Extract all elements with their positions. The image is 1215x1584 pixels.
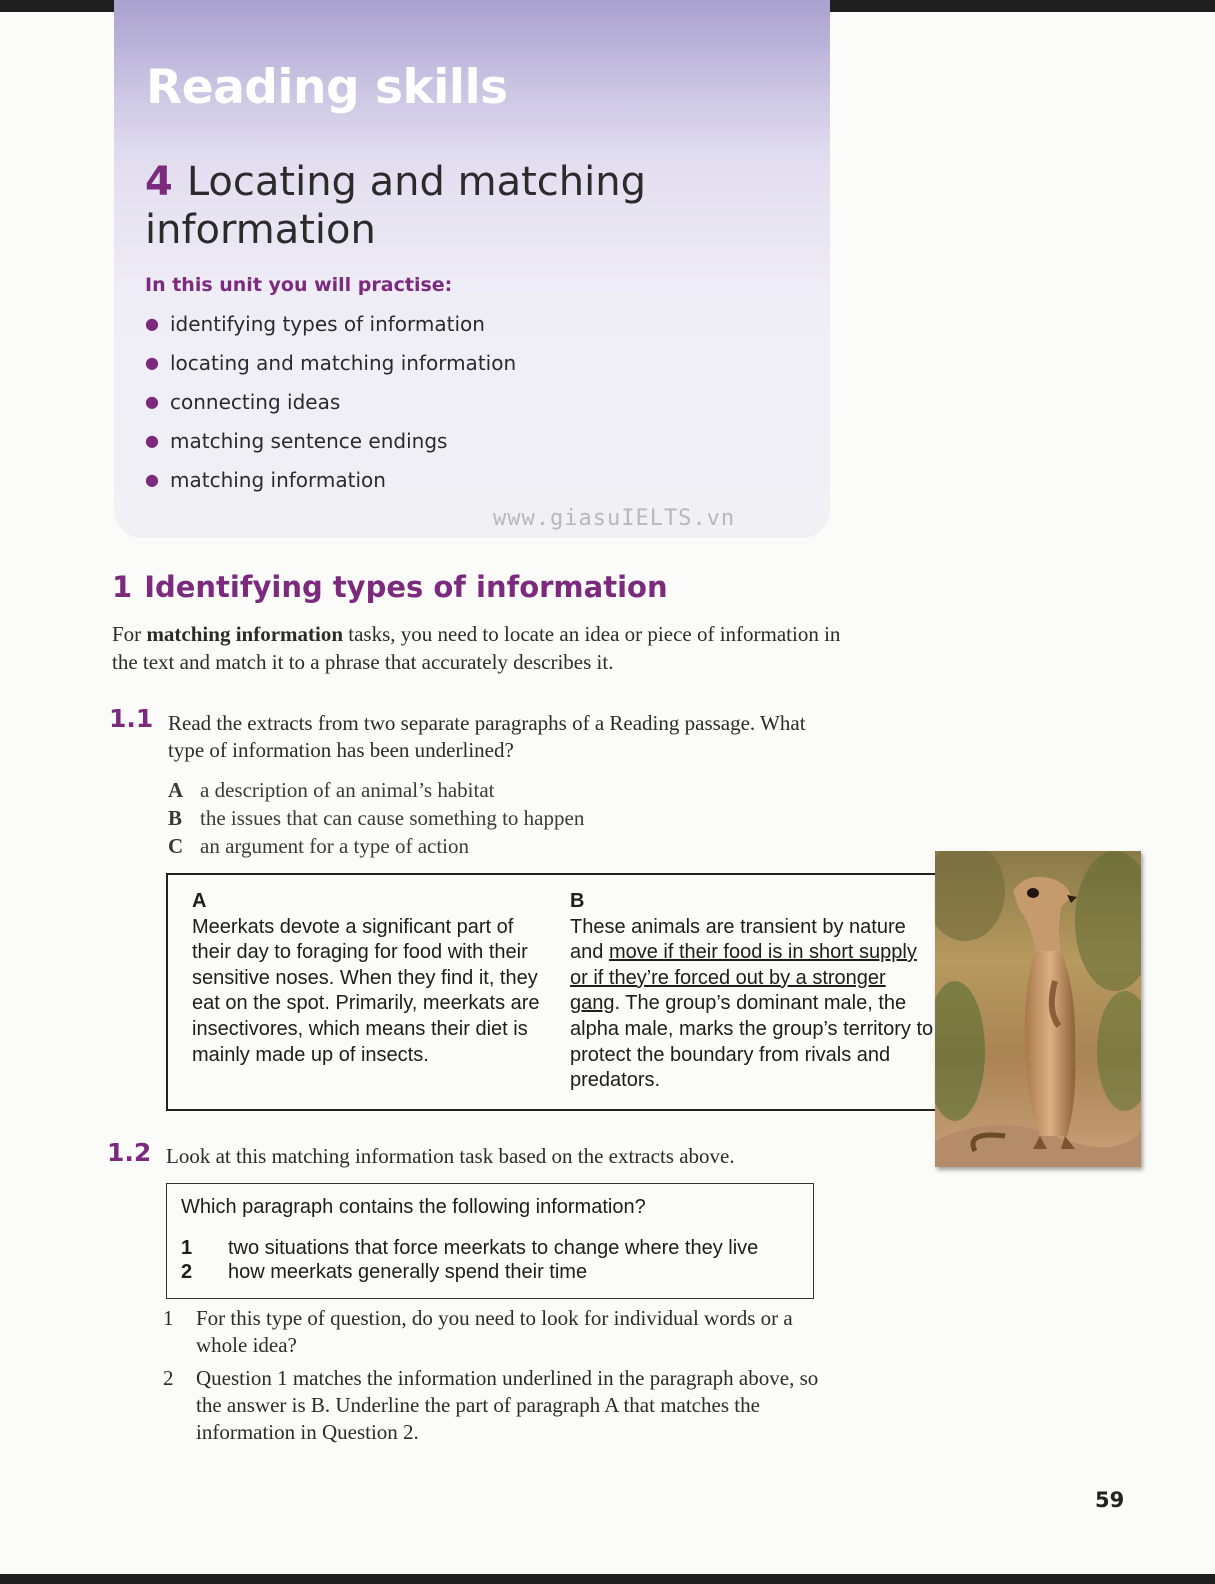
- section-heading: [112, 570, 668, 604]
- watermark: www.giasuIELTS.vn: [493, 506, 736, 531]
- option-item: C an argument for a type of action: [168, 834, 470, 858]
- extract-a-letter: A: [192, 890, 207, 912]
- exercise-1-2-instruction: Look at this matching information task based on the extracts above.: [166, 1144, 735, 1168]
- option-item: B the issues that can cause something to happen: [168, 806, 585, 830]
- bullet-icon: ●: [145, 392, 159, 411]
- intro-paragraph: For matching information tasks, you need to locate an idea or piece of information in the text and match it to a phrase that accurately describes it.: [112, 622, 841, 674]
- unit-title: [145, 158, 705, 254]
- practise-heading: In this unit you will practise:: [145, 274, 453, 296]
- options-list: [168, 776, 584, 860]
- task-box: [166, 1183, 814, 1299]
- extract-a-text: Meerkats devote a significant part of their day to foraging for food with their sensitive noses. When they find it, they eat on the spot. Primarily, meerkats are insectivores, which means their diet is mainly made up of insects.: [192, 915, 540, 1066]
- unit-number: 4: [145, 159, 173, 205]
- question-item: 2 Question 1 matches the information underlined in the paragraph above, so the answer is B. Underline the part of paragraph A that matches the information in Question 2.: [163, 1366, 819, 1444]
- section-number: 1: [112, 570, 133, 604]
- section-title: Identifying types of information: [144, 570, 668, 604]
- bottom-edge-bar: [0, 1574, 1215, 1584]
- option-item: A a description of an animal’s habitat: [168, 778, 495, 802]
- bullet-icon: ●: [145, 314, 159, 333]
- extract-b-letter: B: [570, 890, 585, 912]
- question-item: 1 For this type of question, do you need to look for individual words or a whole idea?: [163, 1306, 793, 1357]
- series-title: Reading skills: [146, 60, 508, 115]
- practise-list: [145, 311, 516, 506]
- meerkat-photo: [935, 851, 1141, 1167]
- practise-item: ● connecting ideas: [145, 389, 516, 428]
- practise-item: ● matching sentence endings: [145, 428, 516, 467]
- intro-bold-term: matching information: [146, 622, 344, 646]
- extract-box: [166, 873, 938, 1111]
- exercise-number-1-1: 1.1: [109, 704, 154, 733]
- underlined-text: move if their food is in short supply or if they’re forced out by a stronger gang: [570, 941, 917, 1015]
- task-question: Which paragraph contains the following information?: [181, 1196, 646, 1218]
- task-item: 1 two situations that force meerkats to change where they live: [181, 1237, 759, 1259]
- practise-item: ● matching information: [145, 467, 516, 506]
- task-item: 2 how meerkats generally spend their time: [181, 1261, 588, 1283]
- page-number: 59: [1095, 1488, 1125, 1512]
- exercise-1-1-instruction: Read the extracts from two separate paragraphs of a Reading passage. What type of information has been underlined?: [168, 711, 806, 762]
- extract-a: [192, 889, 552, 1068]
- exercise-number-1-2: 1.2: [107, 1138, 152, 1167]
- unit-title-text: Locating and matching information: [145, 159, 646, 253]
- practise-item: ● identifying types of information: [145, 311, 516, 350]
- practise-item: ● locating and matching information: [145, 350, 516, 389]
- extract-b-text: These animals are transient by nature and move if their food is in short supply or if they’re forced out by a stronger gang. The group’s dominant male, the alpha male, marks the group’s territory to protect the boundary from rivals and predators.: [570, 915, 934, 1092]
- bullet-icon: ●: [145, 353, 159, 372]
- bullet-icon: ●: [145, 470, 159, 489]
- task-items: [181, 1236, 758, 1284]
- questions-list: [163, 1305, 846, 1452]
- extract-b: [570, 889, 938, 1094]
- bullet-icon: ●: [145, 431, 159, 450]
